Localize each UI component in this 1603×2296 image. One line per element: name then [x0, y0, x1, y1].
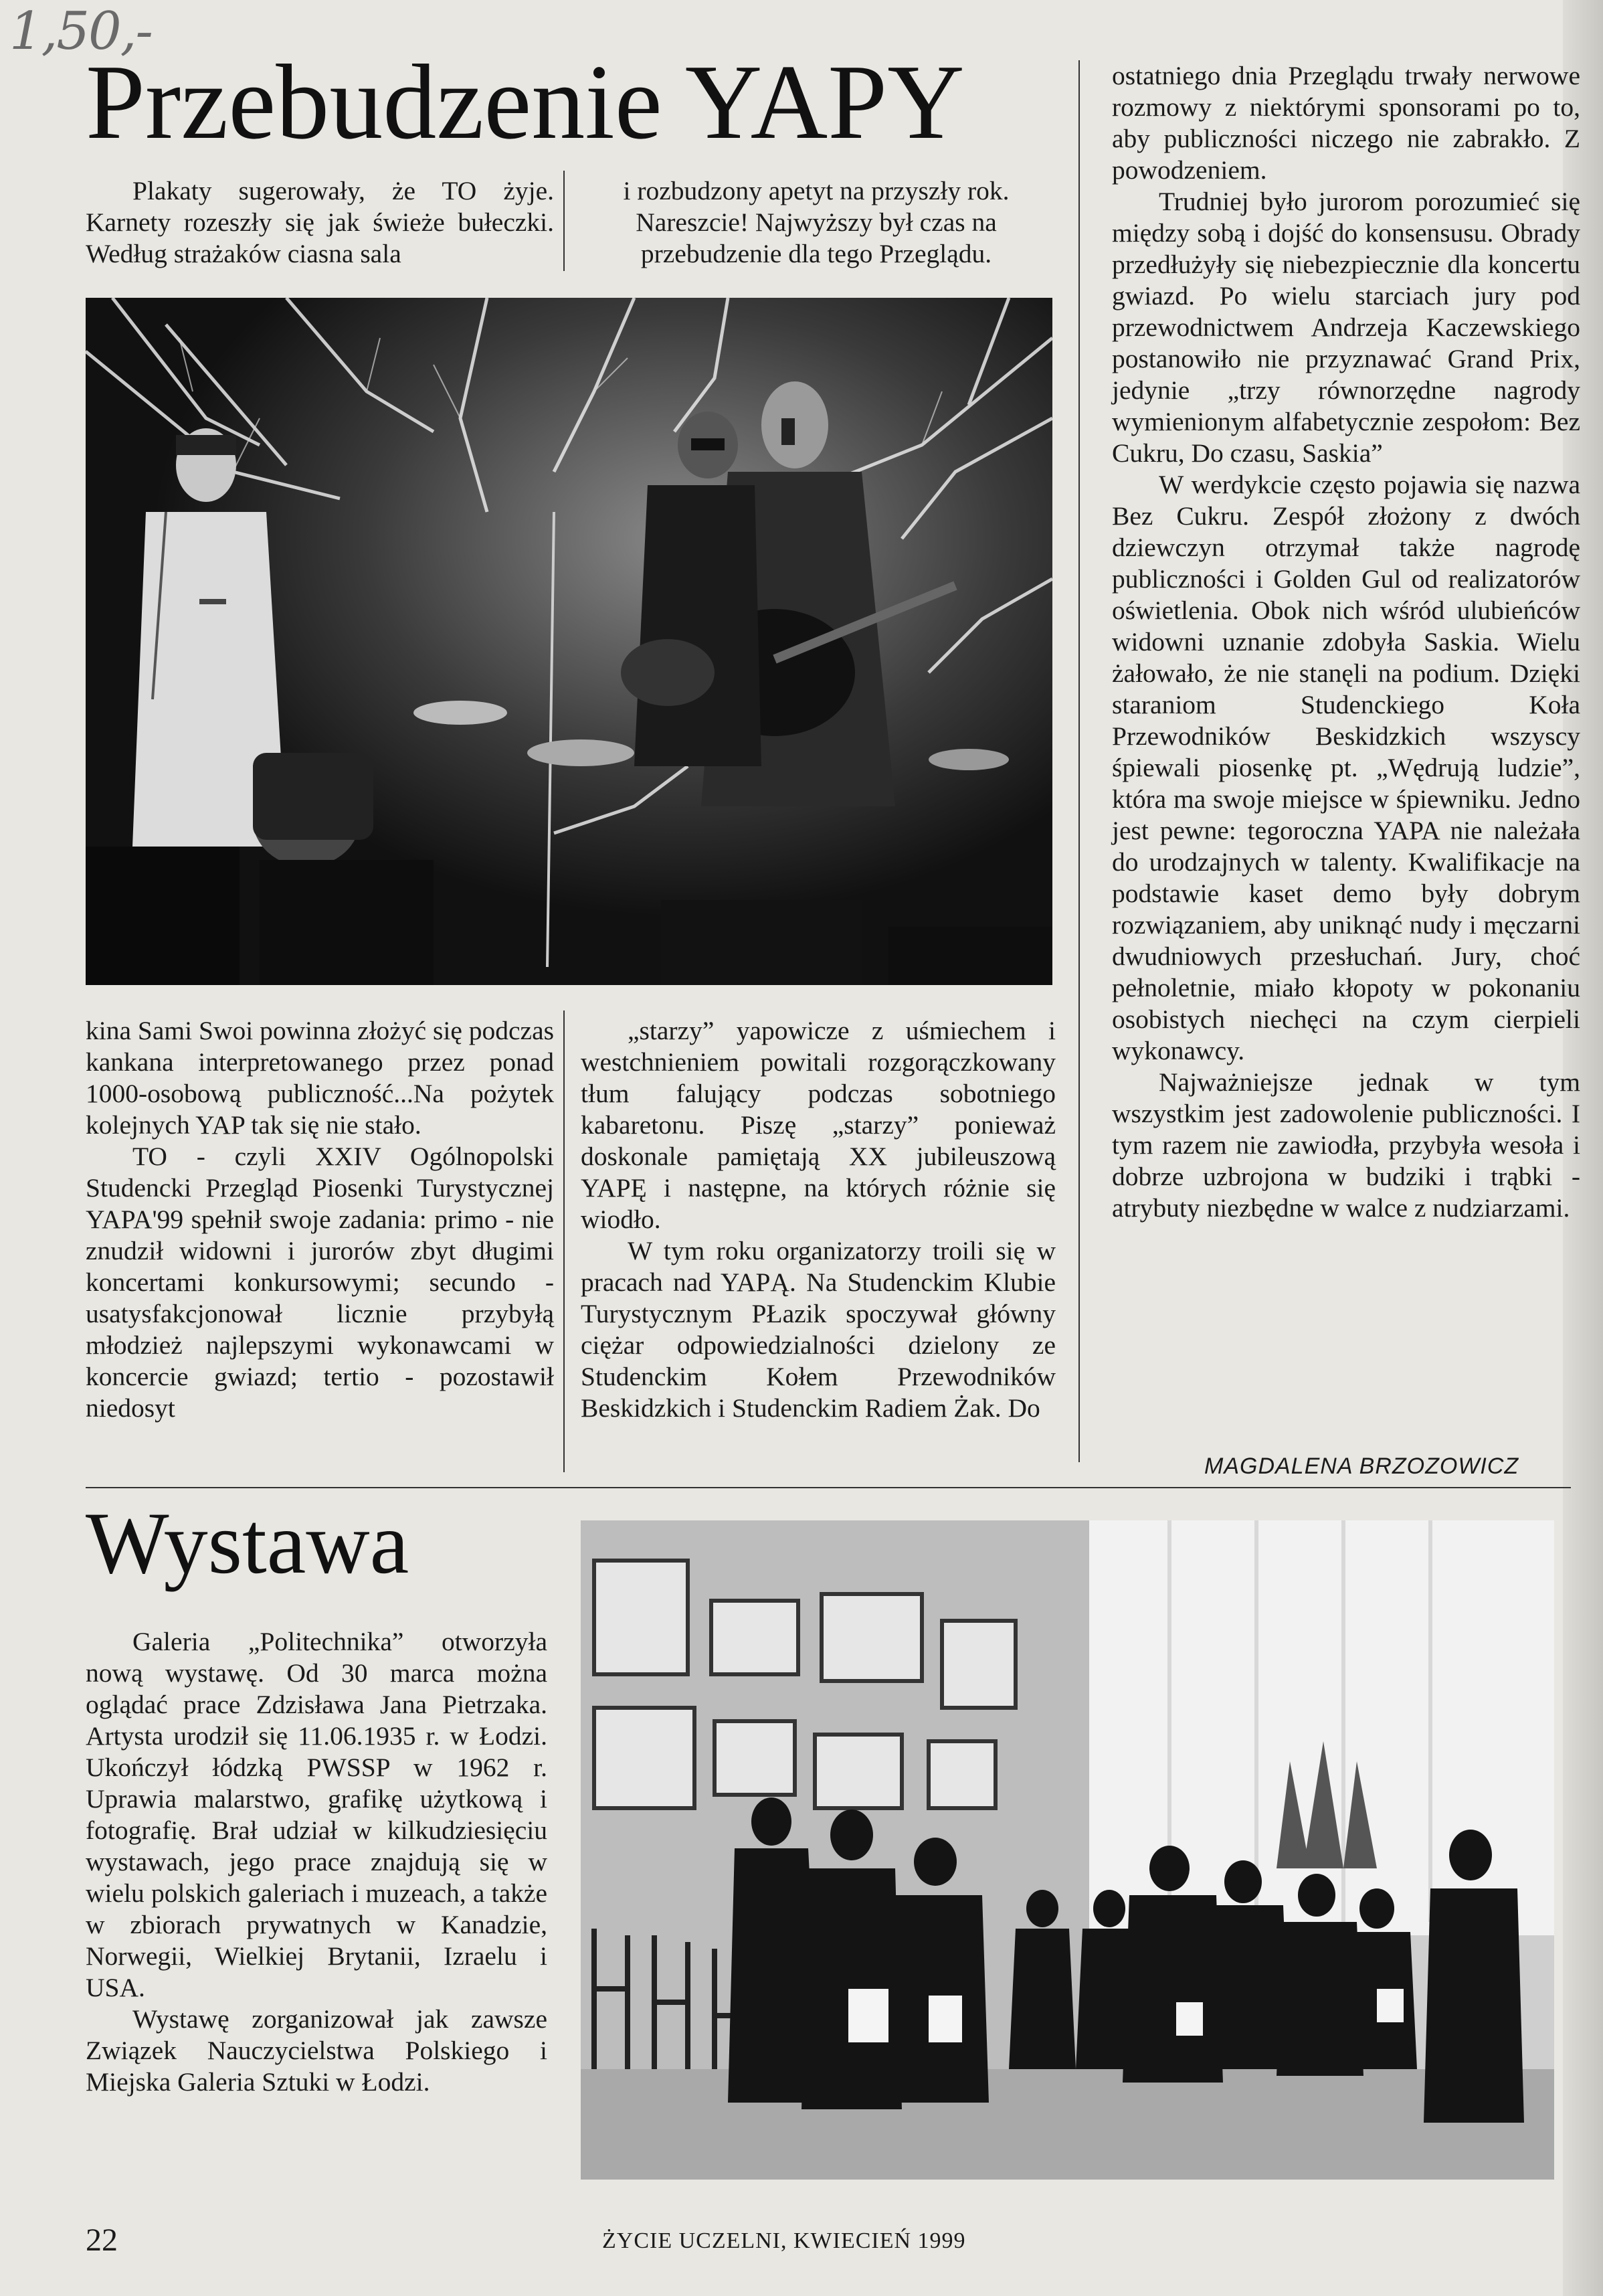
column-3-paragraph-2: Trudniej było jurorom porozumieć się między sobą i dojść do konsensusu. Obrady przedłużyły się niebezpiecznie dla koncertu gwiazd. Po wielu starciach jury pod przewodnictwem Andrzeja Kaczewskiego postanowiło nie przyznawać Grand Prix, jedynie „trzy równorzędne nagrody wymienionym alfabetycznie zespołom: Bez Cukru, Do czasu, Saskia”: [1112, 187, 1580, 468]
article-column-3: [1112, 60, 1580, 1224]
intro-line-1: i rozbudzony apetyt na przyszły rok.: [623, 176, 1010, 205]
gallery-photo: [581, 1520, 1554, 2180]
intro-line-2: Nareszcie! Najwyższy był czas na przebudzenie dla tego Przeglądu.: [636, 207, 997, 268]
page-number: 22: [86, 2222, 118, 2258]
concert-photo: [86, 298, 1052, 985]
column-rule-right: [1078, 60, 1080, 1462]
wystawa-paragraph-1: Galeria „Politechnika” otworzyła nową wystawę. Od 30 marca można oglądać prace Zdzisława Jana Pietrzaka. Artysta urodził się 11.06.1935 r. w Łodzi. Ukończył łódzką PWSSP w 1962 r. Uprawia malarstwo, grafikę użytkową i fotografię. Brał udział w kilkudziesięciu wystawach, jego prace znajdują się w wielu polskich galeriach i muzeach, a także w zbiorach prywatnych w Kanadzie, Norwegii, Wielkiej Brytanii, Izraelu i USA.: [86, 1627, 547, 2002]
column-3-paragraph-1: ostatniego dnia Przeglądu trwały nerwowe rozmowy z niektórymi sponsorami po to, aby publiczności niczego nie zabrakło. Z powodzeniem.: [1112, 61, 1580, 185]
article-column-1: [86, 1015, 554, 1424]
section-divider: [86, 1487, 1571, 1488]
magazine-footer: ŻYCIE UCZELNI, KWIECIEŃ 1999: [602, 2228, 966, 2253]
column-rule: [563, 1010, 565, 1472]
column-3-paragraph-4: Najważniejsze jednak w tym wszystkim jest zadowolenie publiczności. I tym razem nie zawiodła, przybyła wesoła i dobrze uzbrojona w budziki i trąbki - atrybuty niezbędne w walce z nudziarzami.: [1112, 1067, 1580, 1223]
article-title-yapa: Przebudzenie YAPY: [86, 42, 965, 161]
intro-paragraph-1: Plakaty sugerowały, że TO żyje. Karnety rozeszły się jak świeże bułeczki. Według strażaków ciasna sala: [86, 176, 554, 268]
gallery-photo-image: [581, 1520, 1554, 2180]
wystawa-paragraph-2: Wystawę zorganizował jak zawsze Związek Nauczycielstwa Polskiego i Miejska Galeria Sztuki w Łodzi.: [86, 2004, 547, 2097]
wystawa-column: [86, 1626, 547, 2098]
column-2-paragraph-2: W tym roku organizatorzy troili się w pracach nad YAPĄ. Na Studenckim Klubie Turystycznym PŁazik spoczywał główny ciężar odpowiedzialności dzielony ze Studenckim Kołem Przewodników Beskidzkich i Studenckim Radiem Żak. Do: [581, 1236, 1056, 1423]
article-column-2: [581, 1015, 1056, 1424]
handwritten-price: 1,50,-: [9, 1, 152, 62]
article-title-wystawa: Wystawa: [86, 1494, 409, 1592]
column-2-paragraph-1: „starzy” yapowicze z uśmiechem i westchnieniem powitali rozgorączkowany tłum falujący podczas sobotniego kabaretonu. Piszę „starzy” ponieważ doskonale pamiętają XX jubileuszową YAPĘ i następne, na których różnie się wiodło.: [581, 1016, 1056, 1234]
article-byline: MAGDALENA BRZOZOWICZ: [1204, 1453, 1519, 1479]
column-1-paragraph-2: TO - czyli XXIV Ogólnopolski Studencki Przegląd Piosenki Turystycznej YAPA'99 spełnił swoje zadania: primo - nie znudził widowni i jurorów zbyt długimi koncertami konkursowymi; secundo - usatysfakcjonował licznie przybyłą młodzież najlepszymi wykonawcami w koncercie gwiazd; tertio - pozostawił niedosyt: [86, 1142, 554, 1423]
intro-column-2: [575, 175, 1057, 270]
column-rule: [563, 171, 565, 271]
column-3-paragraph-3: W werdykcie często pojawia się nazwa Bez Cukru. Zespół złożony z dwóch dziewczyn otrzymał także nagrodę publiczności i Golden Gul od realizatorów oświetlenia. Obok nich wśród ulubieńców widowni uznanie zdobyła Saskia. Wielu żałowało, że nie stanęli na podium. Dzięki staraniom Studenckiego Koła Przewodników Beskidzkich wszyscy śpiewali piosenkę pt. „Wędrują ludzie”, która ma swoje miejsce w śpiewniku. Jedno jest pewne: tegoroczna YAPA nie należała do urodzajnych w talenty. Kwalifikacje na podstawie kaset demo były dobrym rozwiązaniem, aby uniknąć nudy i męczarni dwudniowych przesłuchań. Jury, choć pełnoletnie, miało kłopoty w pokonaniu osobistych niechęci na czym cierpieli wykonawcy.: [1112, 470, 1580, 1065]
column-1-paragraph-1: kina Sami Swoi powinna złożyć się podczas kankana interpretowanego przez ponad 1000-osobową publiczność...Na pożytek kolejnych YAP tak się nie stało.: [86, 1016, 554, 1140]
concert-photo-image: [86, 298, 1052, 985]
intro-column-1: [86, 175, 554, 270]
